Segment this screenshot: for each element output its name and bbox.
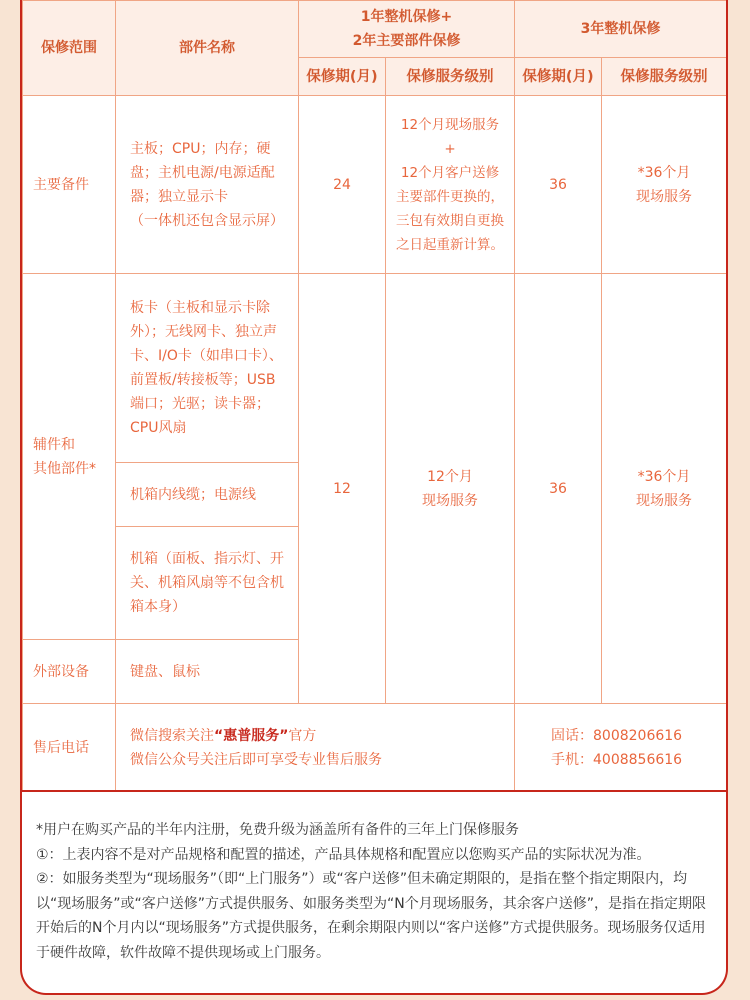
table-row-main-parts xyxy=(23,96,727,274)
parts-aux-boards: 板卡（主板和显示卡除外）；无线网卡、独立声卡、I/O卡（如串口卡）、前置板/转接板等；USB端口；光驱；读卡器；CPU风扇 xyxy=(116,274,299,463)
parts-main: 主板；CPU；内存；硬盘；主机电源/电源适配器；独立显示卡 （一体机还包含显示屏） xyxy=(116,96,299,274)
aux-plan1-period: 12 xyxy=(299,274,386,704)
header-plan2: 3年整机保修 xyxy=(515,1,727,58)
hotline-wechat-line1 xyxy=(130,724,510,748)
mobile-line xyxy=(551,748,722,772)
header-scope: 保修范围 xyxy=(23,1,116,96)
main-plan1-service: 12个月现场服务 + 12个月客户送修 主要部件更换的，三包有效期自更换之日起重新计算。 xyxy=(386,96,515,274)
footnote-2: ②：如服务类型为“现场服务”（即“上门服务”）或“客户送修”但未确定期限的，是指在整个指定期限内，均以“现场服务”或“客户送修”方式提供服务、如服务类型为“N个月现场服务，其余客户送修”，是指在指定期限开始后的N个月内以“现场服务”方式提供服务，在剩余期限内则以“客户送修”方式提供服务。现场服务仅适用于硬件故障，软件故障不提供现场或上门服务。 xyxy=(36,871,706,961)
parts-aux-chassis: 机箱（面板、指示灯、开关、机箱风扇等不包含机箱本身） xyxy=(116,527,299,640)
wechat-official-text: 官方 xyxy=(288,727,317,744)
footnotes xyxy=(22,790,726,995)
parts-external: 键盘、鼠标 xyxy=(116,640,299,704)
wechat-search-text: 微信搜索关注 xyxy=(130,727,214,744)
footnote-1: ①：上表内容不是对产品规格和配置的描述，产品具体规格和配置应以您购买产品的实际状况为准。 xyxy=(36,846,651,863)
warranty-card xyxy=(20,0,728,995)
footnote-registration: *用户在购买产品的半年内注册，免费升级为涵盖所有备件的三年上门保修服务 xyxy=(36,822,519,838)
header-plan1-period: 保修期(月) xyxy=(299,58,386,96)
category-external: 外部设备 xyxy=(23,640,116,704)
table-row-hotline xyxy=(23,704,727,792)
landline-label: 固话： xyxy=(551,727,593,744)
header-plan2-period: 保修期(月) xyxy=(515,58,602,96)
header-part-name: 部件名称 xyxy=(116,1,299,96)
mobile-number[interactable]: 4008856616 xyxy=(593,751,683,768)
main-plan2-period: 36 xyxy=(515,96,602,274)
table-row-aux-1 xyxy=(23,274,727,463)
category-main-parts: 主要备件 xyxy=(23,96,116,274)
wechat-brand-name: “惠普服务” xyxy=(214,727,289,744)
aux-plan1-service: 12个月 现场服务 xyxy=(386,274,515,704)
header-plan1: 1年整机保修+ 2年主要部件保修 xyxy=(299,1,515,58)
landline-line xyxy=(551,724,722,748)
category-aux-parts: 辅件和 其他部件* xyxy=(23,274,116,640)
aux-plan2-period: 36 xyxy=(515,274,602,704)
main-plan1-period: 24 xyxy=(299,96,386,274)
header-plan1-service-level: 保修服务级别 xyxy=(386,58,515,96)
hotline-wechat-line2: 微信公众号关注后即可享受专业售后服务 xyxy=(130,751,382,768)
mobile-label: 手机： xyxy=(551,751,593,768)
parts-aux-cables: 机箱内线缆；电源线 xyxy=(116,463,299,527)
header-plan2-service-level: 保修服务级别 xyxy=(602,58,727,96)
main-plan2-service: *36个月 现场服务 xyxy=(602,96,727,274)
hotline-wechat xyxy=(116,704,515,792)
landline-number[interactable]: 8008206616 xyxy=(593,727,683,744)
category-hotline: 售后电话 xyxy=(23,704,116,792)
aux-plan2-service: *36个月 现场服务 xyxy=(602,274,727,704)
warranty-table xyxy=(22,0,727,792)
hotline-phones xyxy=(515,704,727,792)
